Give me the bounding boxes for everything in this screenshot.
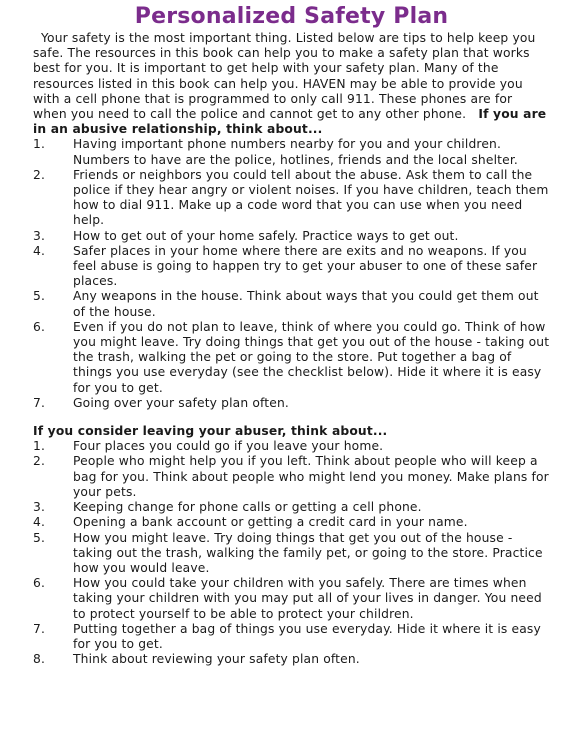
item-text: People who might help you if you left. Think about people who will keep a bag for you. Think about people who might lend you money. Make plans for your pets.	[73, 454, 549, 499]
item-text: Putting together a bag of things you use everyday. Hide it where it is easy for you to get.	[73, 621, 541, 651]
list-item	[33, 168, 550, 229]
item-number: 3.	[33, 500, 46, 515]
list-item	[33, 137, 550, 167]
list-item	[33, 576, 550, 622]
list-item	[33, 396, 550, 411]
list-item	[33, 289, 550, 319]
item-number: 5.	[33, 289, 46, 304]
item-number: 6.	[33, 576, 46, 591]
item-text: Friends or neighbors you could tell about the abuse. Ask them to call the police if they hear angry or violent noises. If you have children, teach them how to dial 911. Make up a code word that you can use when you need help.	[73, 167, 549, 228]
item-text: How you might leave. Try doing things that get you out of the house - taking out the trash, walking the family pet, or going to the store. Practice how you would leave.	[73, 530, 543, 575]
item-number: 8.	[33, 652, 46, 667]
list-item	[33, 244, 550, 290]
list-item	[33, 531, 550, 577]
item-text: Opening a bank account or getting a credit card in your name.	[73, 515, 468, 530]
intro-paragraph	[33, 31, 550, 137]
intro-text: Your safety is the most important thing. Listed below are tips to help keep you safe. The resources in this book can help you to make a safety plan that works best for you. It is important to get help with your safety plan. Many of the resources listed in this book can help you. HAVEN may be able to provide you with a cell phone that is programmed to only call 911. These phones are for when you need to call the police and cannot get to any other phone.	[33, 31, 536, 122]
item-text: Even if you do not plan to leave, think of where you could go. Think of how you might leave. Try doing things that get you out of the house - taking out the trash, walking the pet or going to the store. Put together a bag of things you use everyday (see the checklist below). Hide it where it is easy for you to get.	[73, 319, 550, 395]
intro-lead: If you are in an abusive relationship, think about...	[33, 107, 547, 137]
item-text: Safer places in your home where there are exits and no weapons. If you feel abuse is going to happen try to get your abuser to one of these safer places.	[73, 243, 538, 289]
item-text: Four places you could go if you leave your home.	[73, 439, 384, 454]
item-number: 3.	[33, 228, 46, 243]
item-number: 4.	[33, 515, 46, 530]
list-item	[33, 622, 550, 652]
item-number: 5.	[33, 530, 46, 545]
list-item	[33, 500, 550, 515]
item-number: 4.	[33, 243, 46, 258]
item-text: Keeping change for phone calls or getting a cell phone.	[73, 500, 422, 515]
abusive-relationship-list	[33, 137, 550, 411]
list-item	[33, 439, 550, 454]
item-number: 7.	[33, 621, 46, 636]
item-number: 7.	[33, 395, 46, 410]
list-item	[33, 652, 550, 667]
list-item	[33, 229, 550, 244]
item-text: Think about reviewing your safety plan often.	[73, 652, 360, 667]
item-number: 1.	[33, 439, 46, 454]
list-item	[33, 454, 550, 500]
item-text: Having important phone numbers nearby for you and your children. Numbers to have are the police, hotlines, friends and the local shelter.	[73, 137, 518, 167]
item-number: 6.	[33, 319, 46, 334]
leaving-abuser-list	[33, 439, 550, 667]
item-number: 2.	[33, 454, 46, 469]
item-text: How you could take your children with you safely. There are times when taking your children with you may put all of your lives in danger. You need to protect yourself to be able to protect your children.	[73, 576, 542, 621]
item-text: Going over your safety plan often.	[73, 395, 289, 410]
item-number: 1.	[33, 137, 46, 152]
list-item	[33, 320, 550, 396]
list-item	[33, 515, 550, 530]
page-title: Personalized Safety Plan	[134, 4, 449, 29]
section-heading-leaving: If you consider leaving your abuser, think about...	[33, 424, 388, 439]
item-text: Any weapons in the house. Think about ways that you could get them out of the house.	[73, 289, 539, 319]
item-number: 2.	[33, 167, 46, 182]
item-text: How to get out of your home safely. Practice ways to get out.	[73, 228, 459, 243]
